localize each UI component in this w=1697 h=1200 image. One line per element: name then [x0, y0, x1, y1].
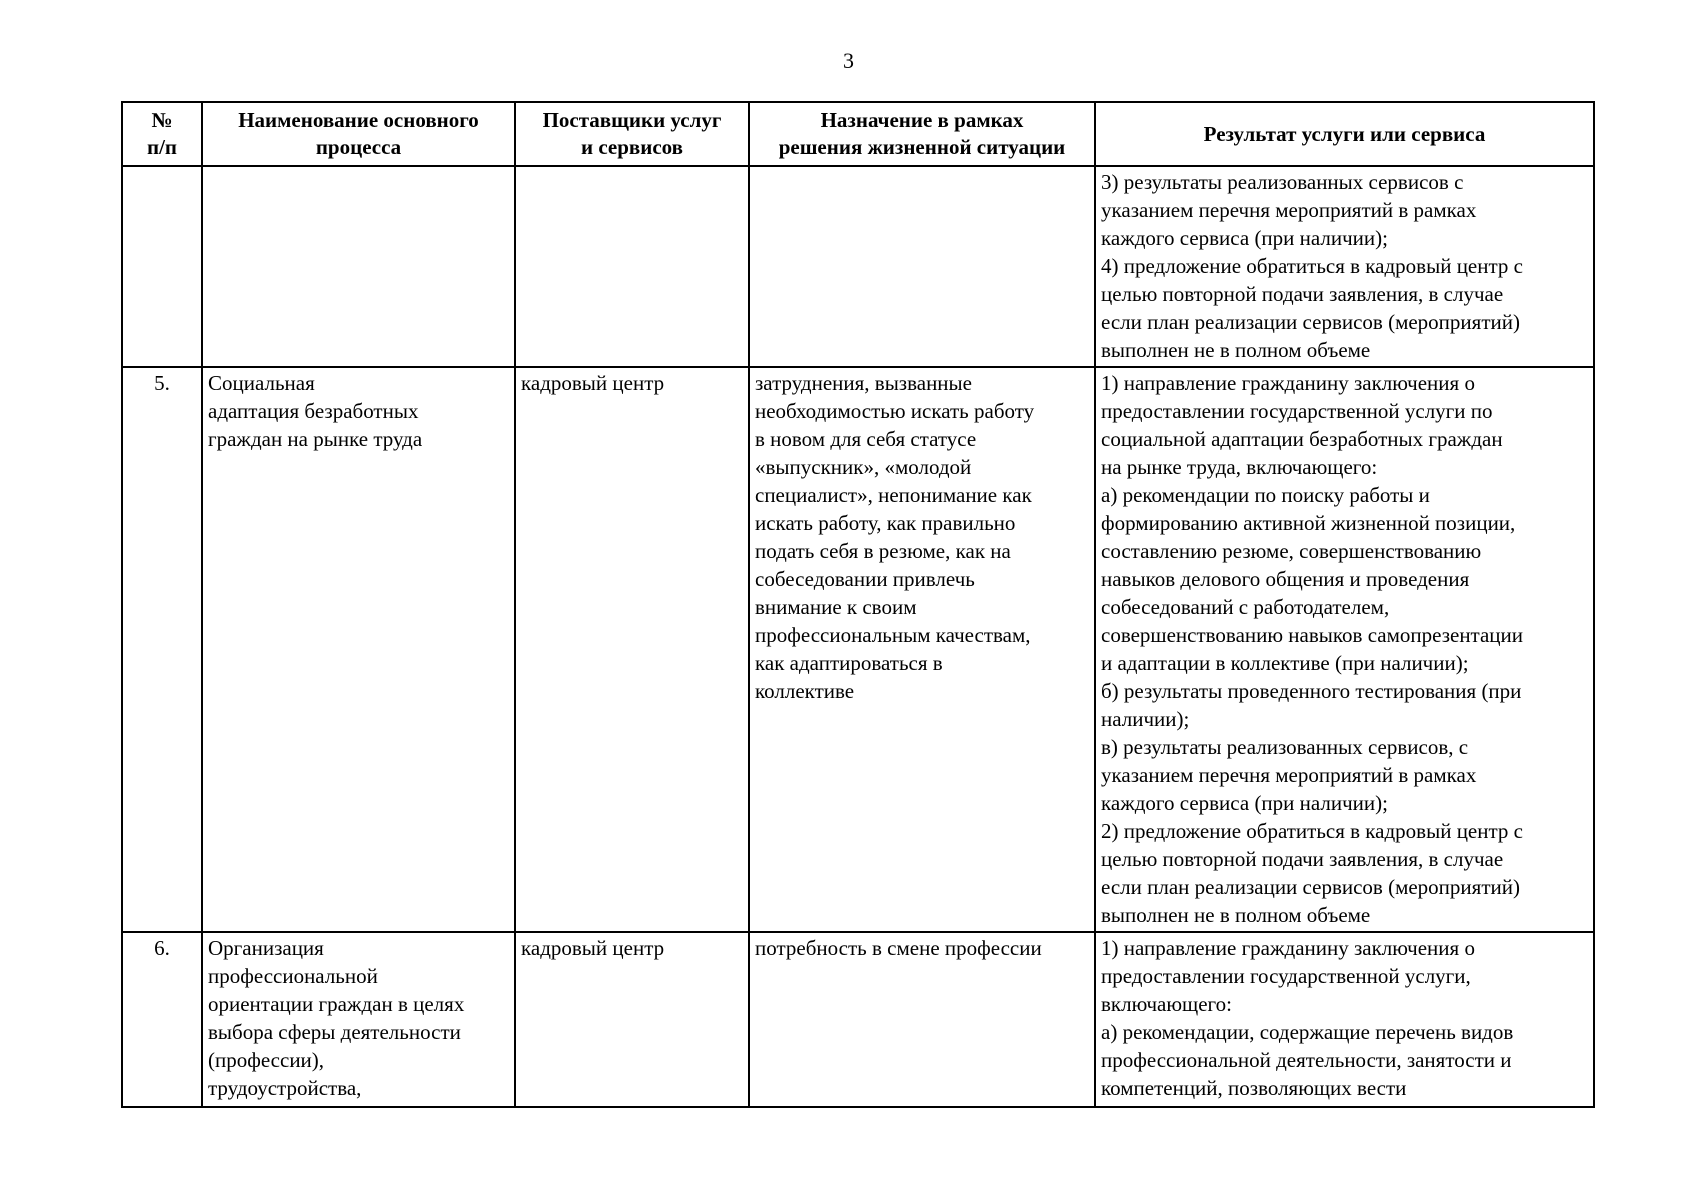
cell-result	[1095, 367, 1594, 932]
cell-text-line: каждого сервиса (при наличии);	[1101, 791, 1388, 815]
cell-text-line: Социальная	[208, 371, 315, 395]
cell-text-line: кадровый центр	[521, 371, 665, 395]
header-line: Результат услуги или сервиса	[1203, 121, 1486, 146]
table-row	[122, 367, 1594, 932]
cell-num	[122, 932, 202, 1107]
cell-text-line: и адаптации в коллективе (при наличии);	[1101, 651, 1469, 675]
cell-text-line: составлению резюме, совершенствованию	[1101, 539, 1482, 563]
header-line: процесса	[315, 135, 402, 159]
cell-text-line: формированию активной жизненной позиции,	[1101, 511, 1516, 535]
cell-text-line: граждан на рынке труда	[208, 427, 423, 451]
cell-text-line: целью повторной подачи заявления, в случае	[1101, 847, 1504, 871]
cell-text-line: выполнен не в полном объеме	[1101, 903, 1371, 927]
cell-text-line: а) рекомендации, содержащие перечень видов	[1101, 1020, 1514, 1044]
cell-text-line: (профессии),	[208, 1048, 325, 1072]
cell-text-line: если план реализации сервисов (мероприятий)	[1101, 310, 1520, 334]
cell-process	[202, 932, 515, 1107]
header-line: п/п	[146, 135, 178, 159]
cell-text-line: собеседовании привлечь	[755, 567, 975, 591]
cell-text-line: профессиональной	[208, 964, 378, 988]
cell-text-line: выполнен не в полном объеме	[1101, 338, 1371, 362]
header-line: №	[151, 108, 173, 132]
cell-result	[1095, 166, 1594, 367]
cell-text-line: 5.	[154, 371, 170, 395]
header-line: Поставщики услуг	[542, 108, 722, 132]
cell-text-line: подать себя в резюме, как на	[755, 539, 1011, 563]
cell-text-line: как адаптироваться в	[755, 651, 943, 675]
cell-text-line: «выпускник», «молодой	[755, 455, 972, 479]
cell-text-line: внимание к своим	[755, 595, 917, 619]
cell-process	[202, 367, 515, 932]
cell-num	[122, 367, 202, 932]
cell-providers	[515, 166, 749, 367]
cell-text-line: 6.	[154, 936, 170, 960]
cell-text-line: в новом для себя статусе	[755, 427, 977, 451]
cell-result	[1095, 932, 1594, 1107]
header-num	[122, 102, 202, 166]
cell-text-line: профессиональной деятельности, занятости и	[1101, 1048, 1512, 1072]
services-table	[121, 101, 1595, 1108]
cell-text-line: 2) предложение обратиться в кадровый центр с	[1101, 819, 1523, 843]
cell-text-line: включающего:	[1101, 992, 1232, 1016]
cell-text-line: ориентации граждан в целях	[208, 992, 465, 1016]
cell-text-line: совершенствованию навыков самопрезентации	[1101, 623, 1524, 647]
header-line: Наименование основного	[238, 108, 479, 132]
cell-text-line: на рынке труда, включающего:	[1101, 455, 1378, 479]
cell-text-line: адаптация безработных	[208, 399, 419, 423]
table-row	[122, 166, 1594, 367]
cell-text-line: б) результаты проведенного тестирования (при	[1101, 679, 1522, 703]
cell-text-line: в) результаты реализованных сервисов, с	[1101, 735, 1469, 759]
cell-text-line: указанием перечня мероприятий в рамках	[1101, 763, 1477, 787]
cell-text-line: если план реализации сервисов (мероприятий)	[1101, 875, 1520, 899]
cell-purpose	[749, 166, 1095, 367]
header-providers	[515, 102, 749, 166]
header-purpose	[749, 102, 1095, 166]
cell-text-line: потребность в смене профессии	[755, 936, 1042, 960]
cell-text-line: социальной адаптации безработных граждан	[1101, 427, 1503, 451]
cell-num	[122, 166, 202, 367]
page-number: 3	[843, 48, 854, 73]
cell-text-line: выбора сферы деятельности	[208, 1020, 461, 1044]
cell-purpose	[749, 932, 1095, 1107]
cell-text-line: предоставлении государственной услуги по	[1101, 399, 1493, 423]
header-line: и сервисов	[580, 135, 683, 159]
cell-text-line: 1) направление гражданину заключения о	[1101, 936, 1475, 960]
cell-text-line: каждого сервиса (при наличии);	[1101, 226, 1388, 250]
cell-providers	[515, 932, 749, 1107]
cell-text-line: 1) направление гражданину заключения о	[1101, 371, 1475, 395]
cell-purpose	[749, 367, 1095, 932]
cell-text-line: навыков делового общения и проведения	[1101, 567, 1470, 591]
cell-text-line: специалист», непонимание как	[755, 483, 1032, 507]
cell-text-line: необходимостью искать работу	[755, 399, 1035, 423]
cell-text-line: трудоустройства,	[208, 1076, 362, 1100]
cell-text-line: кадровый центр	[521, 936, 665, 960]
cell-text-line: собеседований с работодателем,	[1101, 595, 1390, 619]
cell-text-line: искать работу, как правильно	[755, 511, 1016, 535]
cell-text-line: а) рекомендации по поиску работы и	[1101, 483, 1430, 507]
cell-text-line: предоставлении государственной услуги,	[1101, 964, 1471, 988]
header-result	[1095, 102, 1594, 166]
header-line: решения жизненной ситуации	[778, 135, 1066, 159]
cell-text-line: 4) предложение обратиться в кадровый центр с	[1101, 254, 1523, 278]
cell-text-line: затруднения, вызванные	[755, 371, 972, 395]
header-process	[202, 102, 515, 166]
cell-text-line: коллективе	[755, 679, 855, 703]
cell-text-line: наличии);	[1101, 707, 1190, 731]
cell-text-line: Организация	[208, 936, 324, 960]
cell-process	[202, 166, 515, 367]
header-line: Назначение в рамках	[820, 108, 1024, 132]
cell-text-line: профессиональным качествам,	[755, 623, 1031, 647]
cell-providers	[515, 367, 749, 932]
cell-text-line: 3) результаты реализованных сервисов с	[1101, 170, 1464, 194]
table-header-row	[122, 102, 1594, 166]
cell-text-line: компетенций, позволяющих вести	[1101, 1076, 1407, 1100]
cell-text-line: целью повторной подачи заявления, в случае	[1101, 282, 1504, 306]
table-row	[122, 932, 1594, 1107]
cell-text-line: указанием перечня мероприятий в рамках	[1101, 198, 1477, 222]
